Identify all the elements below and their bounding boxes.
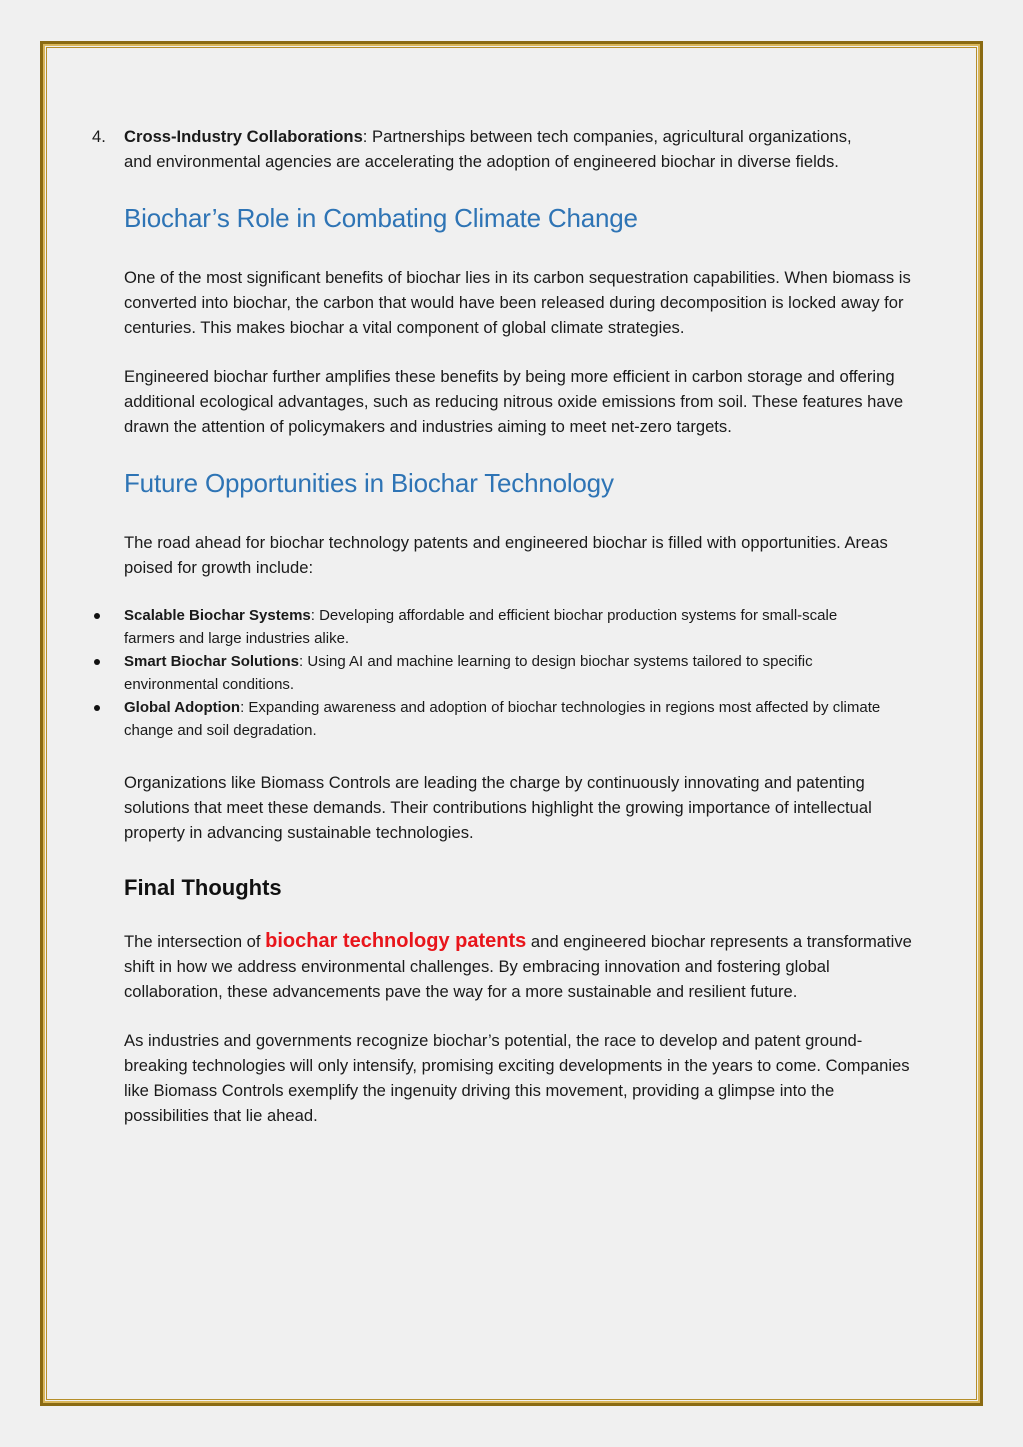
future-intro: The road ahead for biochar technology patents and engineered biochar is filled with opportunities. Areas poised for growth include: bbox=[124, 533, 888, 577]
list-item-title: Cross-Industry Collaborations bbox=[124, 127, 363, 146]
list-item bbox=[62, 604, 884, 650]
list-item bbox=[62, 650, 884, 696]
biochar-patents-link[interactable]: biochar technology patents bbox=[265, 930, 527, 952]
bullet-icon bbox=[94, 659, 100, 665]
numbered-list-item bbox=[62, 124, 876, 174]
bullet-icon bbox=[94, 613, 100, 619]
final-para-rest: and engineered biochar represents a transformative shift in how we address environmental challenges. By embracing innovation and fostering global collaboration, these advancements pave the way for a more sustainable and resilient future. bbox=[124, 932, 912, 1001]
final-para-lead: The intersection of bbox=[124, 932, 266, 951]
list-number: 4. bbox=[92, 127, 106, 146]
final-paragraph-1 bbox=[124, 929, 914, 1004]
list-item bbox=[62, 696, 884, 742]
climate-paragraph-1: One of the most significant benefits of biochar lies in its carbon sequestration capabilities. When biomass is converted into biochar, the carbon that would have been released during decomposition is locked away for centuries. This makes biochar a vital component of global climate strategies. bbox=[124, 268, 911, 337]
bullet-title: Smart Biochar Solutions bbox=[124, 653, 300, 670]
list-item-text bbox=[124, 124, 876, 174]
future-closing: Organizations like Biomass Controls are leading the charge by continuously innovating and patenting solutions that meet these demands. Their contributions highlight the growing importance of intellectual property in advancing sustainable technologies. bbox=[124, 773, 872, 842]
bullet-icon bbox=[94, 705, 100, 711]
document-content bbox=[92, 124, 914, 1128]
opportunities-list bbox=[124, 604, 914, 742]
heading-future: Future Opportunities in Biochar Technology bbox=[124, 468, 614, 498]
bullet-text: : Using AI and machine learning to design biochar systems tailored to specific environmental conditions. bbox=[124, 653, 813, 693]
heading-climate: Biochar’s Role in Combating Climate Change bbox=[124, 203, 638, 233]
climate-paragraph-2: Engineered biochar further amplifies these benefits by being more efficient in carbon storage and offering additional ecological advantages, such as reducing nitrous oxide emissions from soil. These features have drawn the attention of policymakers and industries aiming to meet net-zero targets. bbox=[124, 367, 904, 436]
bullet-text: : Developing affordable and efficient biochar production systems for small-scale farmers and large industries alike. bbox=[124, 607, 838, 647]
bullet-text: : Expanding awareness and adoption of biochar technologies in regions most affected by climate change and soil degradation. bbox=[124, 699, 881, 739]
bullet-title: Global Adoption bbox=[124, 699, 241, 716]
bullet-title: Scalable Biochar Systems bbox=[124, 607, 311, 624]
list-item-body: : Partnerships between tech companies, agricultural organizations, and environmental agencies are accelerating the adoption of engineered biochar in diverse fields. bbox=[124, 127, 852, 171]
heading-final-thoughts: Final Thoughts bbox=[124, 875, 282, 900]
final-paragraph-2: As industries and governments recognize biochar’s potential, the race to develop and patent ground-breaking technologies will only intensify, promising exciting developments in the years to come. Companies like Biomass Controls exemplify the ingenuity driving this movement, providing a glimpse into the possibilities that lie ahead. bbox=[124, 1031, 910, 1125]
